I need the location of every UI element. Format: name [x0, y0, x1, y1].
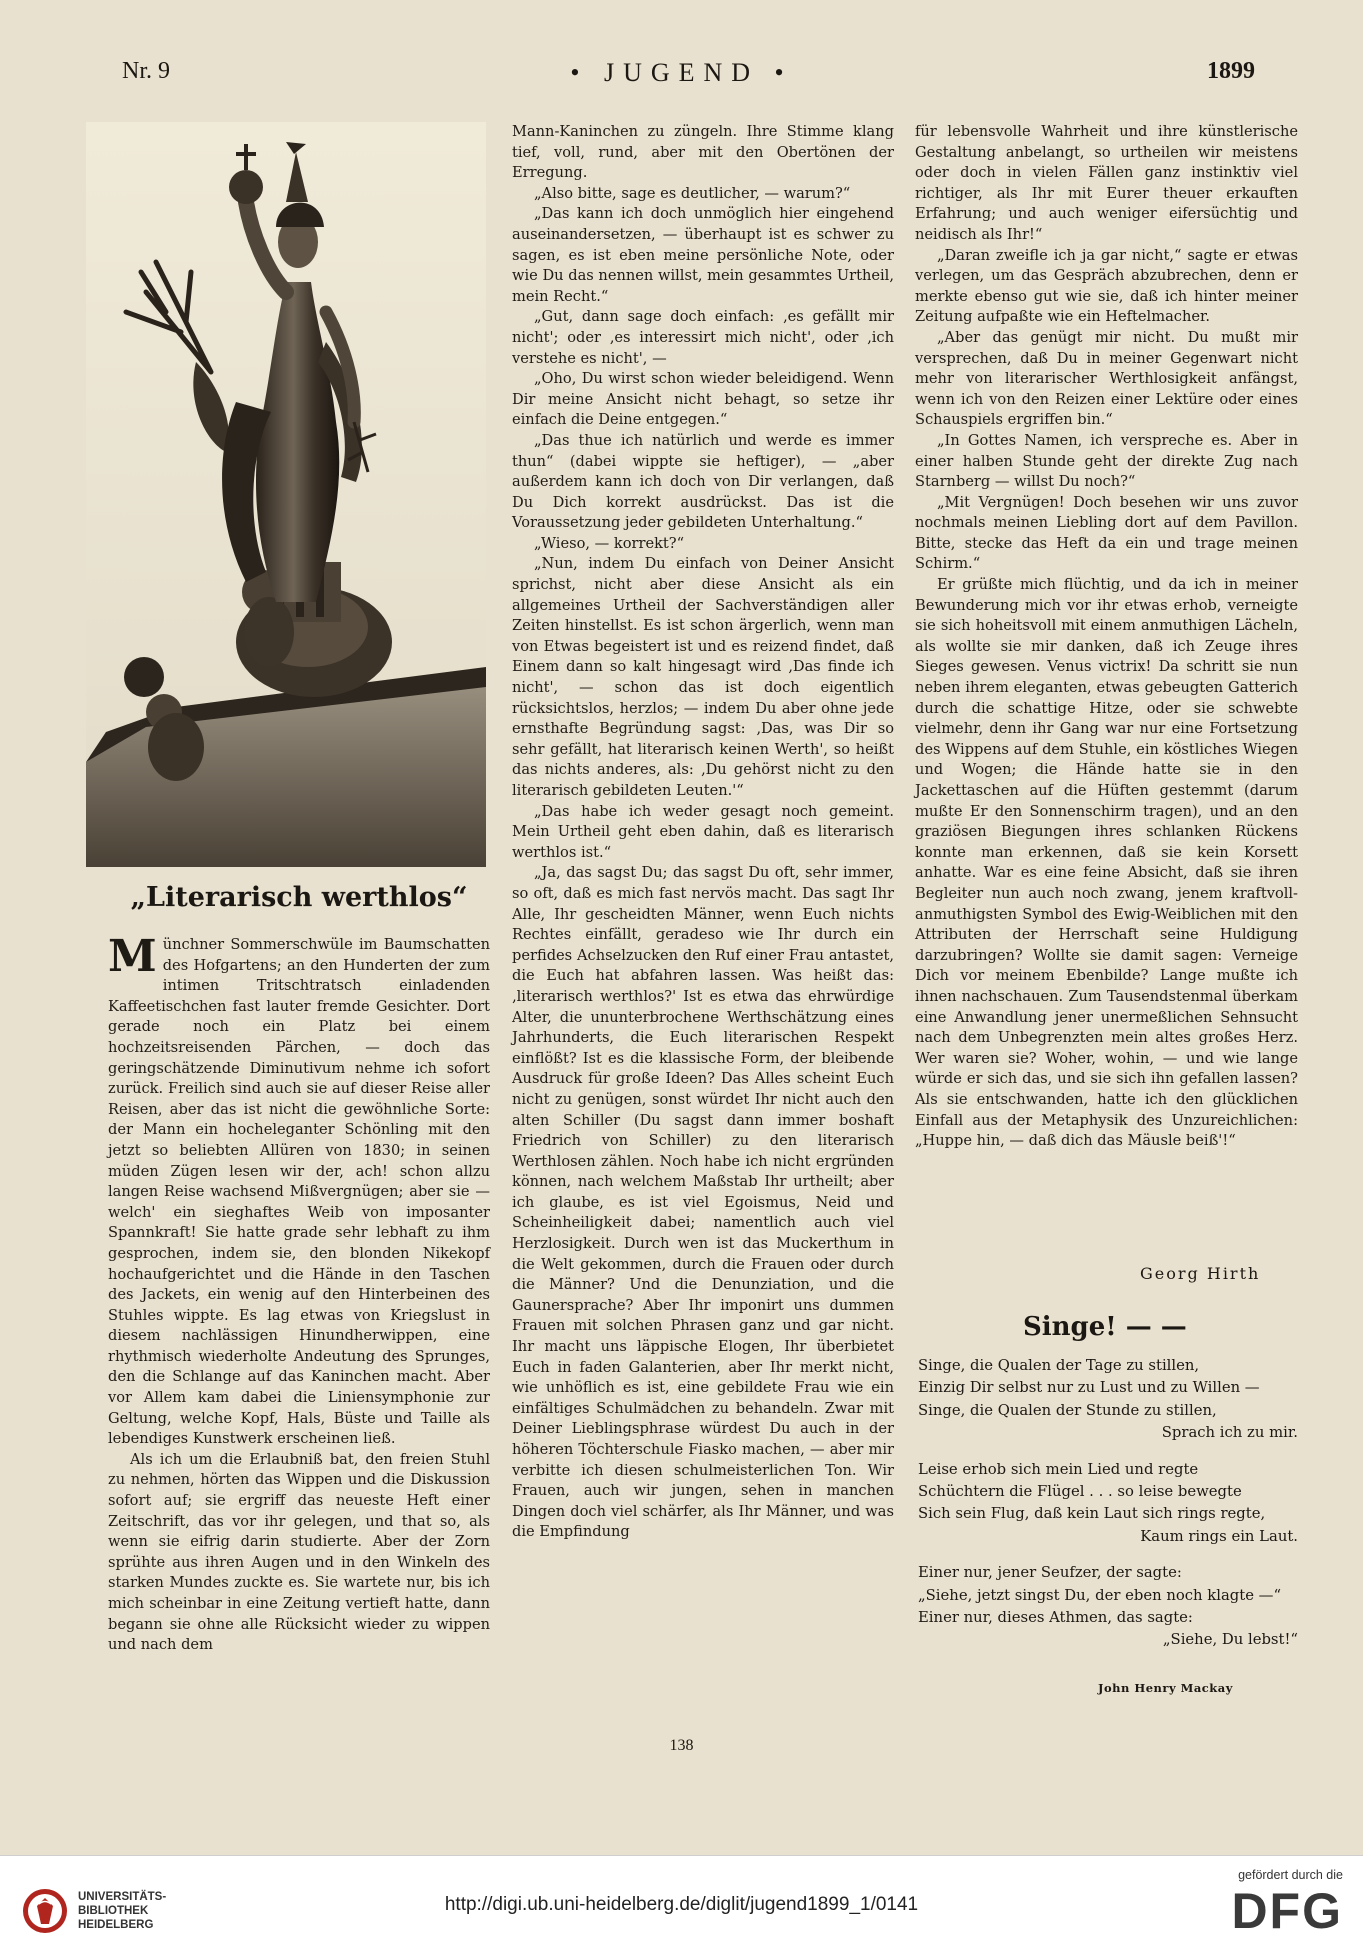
- text-column-1: [108, 931, 490, 1725]
- poem-line: Einer nur, dieses Athmen, das sagte:: [918, 1609, 1193, 1627]
- paragraph: „Mit Vergnügen! Doch besehen wir uns zuvor nochmals meinen Liebling dort auf dem Pavillon. Bitte, stecke das Heft da ein und trage meinen Schirm.“: [915, 493, 1298, 573]
- poem: [918, 1355, 1298, 1666]
- poem-line: Sprach ich zu mir.: [1161, 1424, 1298, 1442]
- publication-year: 1899: [1207, 58, 1255, 84]
- poem-line: Leise erhob sich mein Lied und regte: [918, 1460, 1199, 1478]
- orb: [229, 170, 263, 204]
- source-url-link[interactable]: http://digi.ub.uni-heidelberg.de/diglit/jugend1899_1/0141: [444, 1894, 919, 1915]
- poem-author: John Henry Mackay: [1098, 1681, 1233, 1695]
- poem-stanza: [918, 1459, 1298, 1549]
- page-header: [0, 58, 1363, 98]
- paragraph: für lebensvolle Wahrheit und ihre künstlerische Gestaltung anbelangt, so urtheilen wir meistens oder doch in vielen Fällen ganz instinktiv viel richtiger, als Ihr mit Eurer theuer erkauften Erfahrung; und auch weniger eifersüchtig und neidisch als Ihr!“: [915, 123, 1298, 243]
- poem-line: „Siehe, jetzt singst Du, der eben noch klagte —“: [918, 1586, 1282, 1604]
- poem-line: Sich sein Flug, daß kein Laut sich rings regte,: [918, 1505, 1266, 1523]
- magazine-title: • JUGEND •: [570, 58, 793, 87]
- paragraph: „Wieso, — korrekt?“: [534, 534, 685, 552]
- poem-stanza: [918, 1562, 1298, 1652]
- paragraph: „Das thue ich natürlich und werde es immer thun“ (dabei wippte sie heftiger), — „aber außerdem kann ich doch von Dir verlangen, daß Du Dich korrekt ausdrückst. Das ist die Voraussetzung jeder gebildeten Unterhaltung.“: [512, 431, 894, 532]
- poem-line: Singe, die Qualen der Tage zu stillen,: [918, 1357, 1200, 1374]
- viewer-footer: [0, 1855, 1363, 1960]
- text-column-2: [512, 122, 894, 1727]
- paragraph: „Daran zweifle ich ja gar nicht,“ sagte er etwas verlegen, um das Gespräch abzubrechen, denn er merkte ebenso gut wie sie, daß ich hinter meiner Zeitung aufpaßte wie ein Heftelmacher.: [915, 246, 1298, 326]
- paragraph: Er grüßte mich flüchtig, und da ich in meiner Bewunderung mich vor ihr etwas erhob, verneigte sie sich hoheitsvoll mit einem anmuthigen Lächeln, als wollte sie mir danken, daß ich Zeuge ihres Sieges gewesen. Venus victrix! Da schritt sie nun neben ihrem eleganten, etwas gebeugten Gatterich durch die schattige Hitze, oder sie schwebte vielmehr, denn ihr Gang war nur eine Fortsetzung des Wippens auf dem Stuhle, ein köstliches Wiegen und Wogen; die Hände hatte sie in den Jackettaschen auf die Hüften gestemmt (darum mußte Er den Sonnenschirm tragen), und an den graziösen Biegungen ihres schlanken Rückens konnte man erkennen, daß sie kein Korsett anhatte. War es eine feine Absicht, daß sie ihren Begleiter nun auch noch zwang, jenem kraftvoll-anmuthigsten Symbol des Ewig-Weiblichen mit den Attributen der Herrschaft seine Huldigung darzubringen? Wollte sie damit sagen: Verneige Dich vor meinem Ebenbilde? Lange mußte ich ihnen nachschauen. Zum Tausendstenmal überkam eine Anwandlung jener unermeßlichen Sehnsucht nach dem Unbegrenzten mein altes großes Herz. Wer waren sie? Woher, wohin, — und wie lange würde er sich das, und sie sich ihn gefallen lassen? Als sie entschwanden, hatte ich den glücklichen Einfall aus der Metaphysik des Unzureichlichen: „Huppe hin, — daß dich das Mäusle beiß'!“: [915, 576, 1298, 1150]
- institution-name: UNIVERSITÄTS- BIBLIOTHEK HEIDELBERG: [78, 1891, 167, 1931]
- text-column-3: [915, 122, 1298, 1150]
- poem-line: Singe, die Qualen der Stunde zu stillen,: [918, 1401, 1217, 1419]
- paragraph: Als ich um die Erlaubniß bat, den freien Stuhl zu nehmen, hörten das Wippen und die Diskussion sofort auf; sie ergriff das neueste Heft einer Zeitschrift, das vor ihr gelegen, und that so, als wenn sie eifrig darin studierte. Aber der Zorn sprühte aus ihren Augen und in den Winkeln des starken Mundes zuckte es. Sie wartete nur, bis ich mich scheinbar in eine Zeitung vertieft hatte, dann begann sie ohne alle Rücksicht wieder zu wippen und nach dem: [108, 1450, 490, 1654]
- issue-number: Nr. 9: [122, 58, 170, 84]
- poem-line: Kaum rings ein Laut.: [1140, 1527, 1298, 1545]
- article-title: „Literarisch werthlos“: [130, 882, 468, 913]
- sponsor-block: [1193, 1868, 1343, 1940]
- statue-illustration: [86, 122, 486, 867]
- paragraph: „Das kann ich doch unmöglich hier eingehend auseinandersetzen, — überhaupt ist es schwer zu sagen, es ist eben meine persönliche Note, oder wie Du das nennen willst, mein gesammtes Urtheil, mein Recht.“: [512, 205, 894, 305]
- paragraph: „Aber das genügt mir nicht. Du mußt mir versprechen, daß Du in meiner Gegenwart nicht mehr von literarischer Werthlosigkeit anfängst, wenn ich von den Reizen einer Lektüre oder eines Schauspiels ergriffen bin.“: [915, 328, 1298, 429]
- poem-line: Einer nur, jener Seufzer, der sagte:: [918, 1564, 1182, 1582]
- poem-line: „Siehe, Du lebst!“: [1162, 1631, 1298, 1649]
- paragraph: „Gut, dann sage doch einfach: ‚es gefällt mir nicht'; oder ‚es interessirt mich nicht', oder ‚ich verstehe es nicht', —: [512, 308, 894, 367]
- poem-title: Singe! — —: [1023, 1312, 1187, 1342]
- drop-cap: M: [108, 931, 157, 982]
- paragraph: „Also bitte, sage es deutlicher, — warum?“: [534, 184, 851, 202]
- paragraph: „Nun, indem Du einfach von Deiner Ansicht sprichst, nicht aber diese Ansicht als ein allgemeines Urtheil der Sachverständigen aller Zeiten hinstellst. Es ist schon ärgerlich, wenn man von Etwas begeistert ist und es reizend findet, daß Einem dann so kalt hingesagt wird ‚Das finde ich nicht', — schon das ist doch eigentlich rücksichtslos, herzlos; — indem Du aber ohne jede ernsthafte Begründung sagst: ‚Das, was Dir so sehr gefällt, hat literarisch keinen Werth', so heißt das nichts anderes, als: ‚Du gehörst nicht zu den literarisch gebildeten Leuten.'“: [512, 555, 894, 799]
- paragraph: Mann-Kaninchen zu züngeln. Ihre Stimme klang tief, voll, rund, aber mit den Obertönen der Erregung.: [512, 123, 894, 182]
- dfg-logo: DFG: [1231, 1883, 1343, 1939]
- paragraph: „Das habe ich weder gesagt noch gemeint. Mein Urtheil geht eben dahin, daß es literarisch werthlos ist.“: [512, 802, 894, 861]
- article-author: Georg Hirth: [1140, 1264, 1261, 1283]
- paragraph: „In Gottes Namen, ich verspreche es. Aber in einer halben Stunde geht der direkte Zug nach Starnberg — willst Du noch?“: [915, 431, 1298, 491]
- paragraph: Münchner Sommerschwüle im Baumschatten des Hofgartens; an den Hunderten der zum intimen Tritschtratsch einladenden Kaffeetischchen fast lauter fremde Gesichter. Dort gerade noch ein Platz bei einem hochzeitsreisenden Pärchen, — doch das geringschätzende Diminutivum nehme ich sofort zurück. Freilich sind auch sie auf dieser Reise aller Reisen, aber das ist nicht die gewöhnliche Sorte: der Mann ein hocheleganter Schönling mit den jetzt so beliebten Allüren von 1830; in seinen müden Zügen lesen wir der, ach! schon allzu langen Reise wachsend Mißvergnügen; aber sie — welch' ein sieghaftes Weib von imposanter Spannkraft! Sie hatte grade sehr lebhaft zu ihm gesprochen, indem sie, den blonden Nikekopf hochaufgerichtet und die Hände in den Taschen des Jackets, ein wenig auf den Hinterbeinen des Stuhles wippte. Es lag etwas von Kriegslust in diesem nachlässigen Hinundherwippen, eine rhythmisch wiederholte Andeutung des Sprunges, den die Schlange auf das Kaninchen macht. Aber vor Allem kam dabei die Liniensymphonie zur Geltung, welche Kopf, Hals, Büste und Taille als lebendiges Kunstwerk erscheinen ließ.: [108, 931, 490, 1448]
- sponsor-label: gefördert durch die: [1238, 1868, 1343, 1882]
- poem-line: Einzig Dir selbst nur zu Lust und zu Willen —: [918, 1379, 1260, 1397]
- poem-stanza: [918, 1355, 1298, 1445]
- statue-engraving: [86, 122, 486, 867]
- poem-line: Schüchtern die Flügel . . . so leise bewegte: [918, 1483, 1242, 1501]
- page-number: 138: [669, 1737, 694, 1754]
- paragraph: „Oho, Du wirst schon wieder beleidigend. Wenn Dir meine Ansicht nicht behagt, so setze ihr einfach die Deine entgegen.“: [512, 370, 894, 429]
- paragraph: „Ja, das sagst Du; das sagst Du oft, sehr immer, so oft, daß es mich fast nervös macht. Das sagt Ihr Alle, Ihr gescheidten Männer, wenn Euch nichts Rechtes einfällt, geradeso wie Ihr durch ein perfides Achselzucken den Ruf einer Frau antastet, die Euch hat abfahren lassen. Was heißt das: ‚literarisch werthlos?' Ist es etwa das ehrwürdige Alter, die ununterbrochene Werthschätzung eines Jahrhunderts, die Euch literarischen Respekt einflößt? Ist es die klassische Form, der bleibende Ausdruck für große Ideen? Das Alles scheint Euch nicht zu genügen, sonst würdet Ihr nicht auch den alten Schiller (Du sagst dann immer boshaft Friedrich von Schiller) zu den literarisch Werthlosen zählen. Noch habe ich nicht ergründen können, nach welchem Maßstab Ihr urtheilt; aber ich glaube, es ist viel Egoismus, Neid und Scheinheiligkeit dabei; namentlich auch viel Herzlosigkeit. Durch wen ist das Muckerthum in die Welt gekommen, durch die Frauen oder durch die Männer? Und die Denunziation, und die Gaunersprache? Aber Ihr imponirt uns dummen Frauen mit solchen Phrasen ganz und gar nicht. Ihr macht uns läppische Elogen, Ihr überbietet Euch in faden Galanterien, aber Ihr merkt nicht, wie unhöflich es ist, eine gebildete Frau wie ein einfältiges Schulmädchen zu behandeln. Zwar mit Deiner Lieblingsphrase würdest Du auch in der höheren Töchterschule Fiasko machen, — aber mir verbitte ich diesen schulmeisterlichen Ton. Wir Frauen, auch wir jungen, sehen in manchen Dingen doch viel schärfer, als Ihr Männer, und was die Empfindung: [512, 864, 894, 1541]
